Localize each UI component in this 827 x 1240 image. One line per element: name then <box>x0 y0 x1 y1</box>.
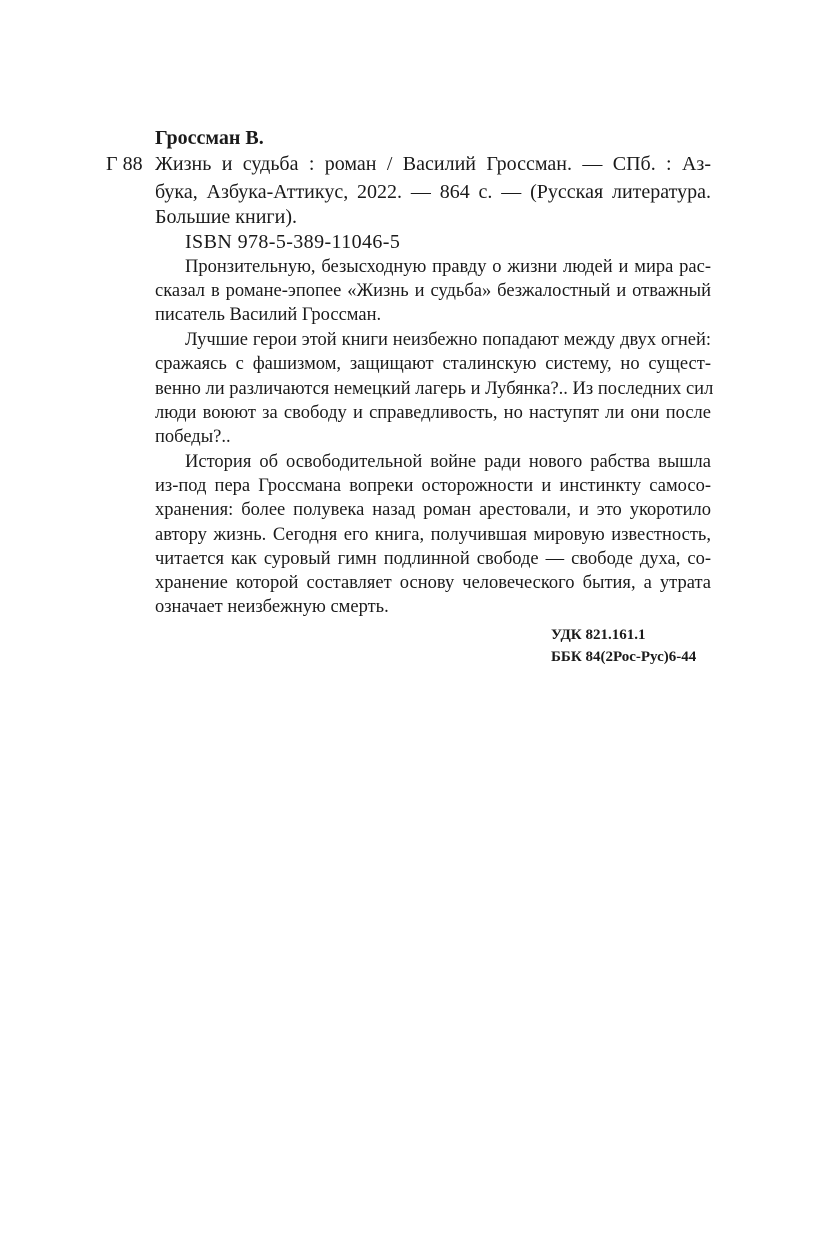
bbk-code: ББК 84(2Рос-Рус)6-44 <box>551 649 697 665</box>
annotation-line: венно ли различаются немецкий лагерь и Лубянка?.. Из последних сил <box>155 379 714 399</box>
annotation-line: Пронзительную, безысходную правду о жизни людей и мира рас- <box>185 257 711 277</box>
isbn: ISBN 978-5-389-11046-5 <box>185 231 401 253</box>
annotation-line: победы?.. <box>155 427 231 447</box>
annotation-line: История об освободительной войне ради нового рабства вышла <box>185 452 711 472</box>
author-heading: Гроссман В. <box>155 127 264 149</box>
bib-line: Жизнь и судьба : роман / Василий Гроссман. — СПб. : Аз- <box>155 153 711 175</box>
annotation-line: Лучшие герои этой книги неизбежно попадают между двух огней: <box>185 330 711 350</box>
bib-line: бука, Азбука-Аттикус, 2022. — 864 с. — (Русская литература. <box>155 181 711 203</box>
bib-line: Большие книги). <box>155 206 297 228</box>
annotation-line: писатель Василий Гроссман. <box>155 305 382 325</box>
annotation-line: люди воюют за свободу и справедливость, но наступят ли они после <box>155 403 711 423</box>
annotation-line: сказал в романе-эпопее «Жизнь и судьба» безжалостный и отважный <box>155 281 711 301</box>
annotation-line: автору жизнь. Сегодня его книга, получившая мировую известность, <box>155 525 711 545</box>
annotation-line: означает неизбежную смерть. <box>155 597 389 617</box>
annotation-line: читается как суровый гимн подлинной свободе — свободе духа, со- <box>155 549 711 569</box>
udk-code: УДК 821.161.1 <box>551 627 646 643</box>
annotation-line: сражаясь с фашизмом, защищают сталинскую систему, но сущест- <box>155 354 711 374</box>
annotation-line: хранения: более полувека назад роман арестовали, и это укоротило <box>155 500 711 520</box>
annotation-line: из-под пера Гроссмана вопреки осторожности и инстинкту самосо- <box>155 476 711 496</box>
annotation-line: хранение которой составляет основу человеческого бытия, а утрата <box>155 573 711 593</box>
author-code: Г 88 <box>106 153 143 175</box>
